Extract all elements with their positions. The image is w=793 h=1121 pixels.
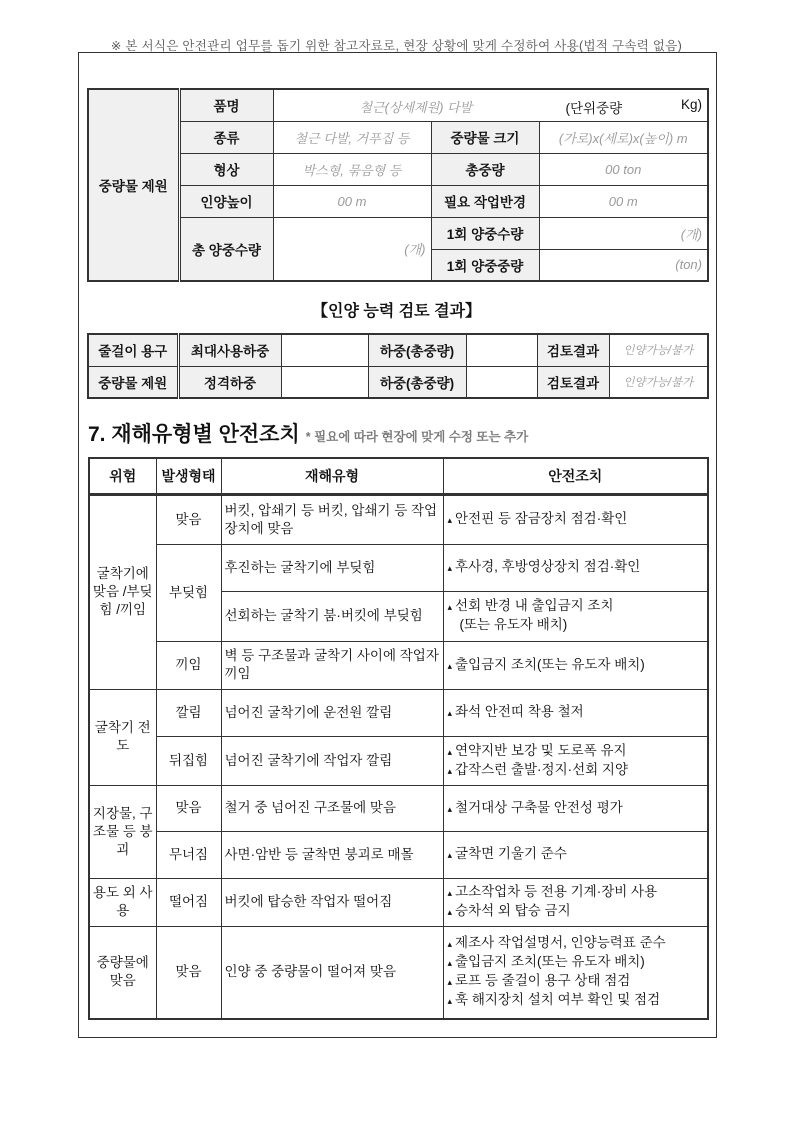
shape-field[interactable]: 박스형, 묶음형 등 — [273, 153, 431, 185]
form-cell: 무너짐 — [156, 831, 221, 878]
result-field[interactable]: 인양가능/불가 — [609, 366, 708, 398]
accident-type-cell: 벽 등 구조물과 굴착기 사이에 작업자 끼임 — [221, 641, 443, 689]
hazard-cell: 굴착기에 맞음 /부딪힘 /끼임 — [89, 494, 156, 689]
size-label: 중량물 크기 — [431, 121, 539, 153]
safety-measures-table — [88, 457, 709, 1020]
table-row — [89, 878, 708, 926]
form-cell: 깔림 — [156, 689, 221, 736]
unit-weight-label: (단위중량 — [565, 101, 623, 116]
table-row — [89, 736, 708, 785]
measure-item: ▴ 출입금지 조치(또는 유도자 배치) — [444, 953, 708, 972]
result-label: 검토결과 — [537, 334, 609, 366]
review-title: 【인양 능력 검토 결과】 — [312, 303, 481, 320]
measure-item: ▴ 철거대상 구축물 안전성 평가 — [444, 799, 708, 818]
measure-item: ▴ 출입금지 조치(또는 유도자 배치) — [444, 656, 708, 675]
total-count-label: 총 양중수량 — [179, 217, 273, 281]
measures-cell — [443, 831, 708, 878]
total-weight-field[interactable]: 00 ton — [539, 153, 708, 185]
measures-cell — [443, 878, 708, 926]
measure-item: ▴ 후사경, 후방영상장치 점검·확인 — [444, 558, 708, 577]
load-label: 정격하중 — [178, 366, 281, 398]
total-field[interactable] — [466, 334, 537, 366]
section-7-heading — [88, 418, 528, 448]
review-table — [87, 333, 709, 399]
size-field[interactable]: (가로)x(세로)x(높이) m — [539, 121, 708, 153]
result-label: 검토결과 — [537, 366, 609, 398]
measures-cell — [443, 736, 708, 785]
review-row — [88, 366, 708, 398]
accident-type-cell: 철거 중 넘어진 구조물에 맞음 — [221, 785, 443, 831]
accident-type-cell: 인양 중 중량물이 떨어져 맞음 — [221, 926, 443, 1019]
measure-item: ▴ 굴착면 기울기 준수 — [444, 845, 708, 864]
measures-cell — [443, 926, 708, 1019]
total-label: 하중(총중량) — [368, 334, 466, 366]
radius-label: 필요 작업반경 — [431, 185, 539, 217]
unit-kg: Kg) — [680, 97, 702, 112]
measure-item: ▴ 고소작업차 등 전용 기계·장비 사용 — [444, 883, 708, 902]
result-field[interactable]: 인양가능/불가 — [609, 334, 708, 366]
review-group: 줄걸이 용구 — [88, 334, 178, 366]
header-hazard: 위험 — [89, 458, 156, 494]
load-spec-table — [87, 88, 709, 282]
total-field[interactable] — [466, 366, 537, 398]
measures-cell — [443, 544, 708, 591]
form-cell: 뒤집힘 — [156, 736, 221, 785]
measure-item: (또는 유도자 배치) — [459, 617, 568, 632]
review-row — [88, 334, 708, 366]
accident-type-cell: 버킷에 탑승한 작업자 떨어짐 — [221, 878, 443, 926]
accident-type-cell: 사면·암반 등 굴착면 붕괴로 매몰 — [221, 831, 443, 878]
section-7-subtitle: * 필요에 따라 현장에 맞게 수정 또는 추가 — [305, 430, 529, 444]
name-value: 철근(상세제원) 다발 — [359, 100, 473, 115]
measure-item: ▴ 제조사 작업설명서, 인양능력표 준수 — [444, 934, 708, 953]
table-header — [89, 458, 708, 494]
measure-item: ▴ 로프 등 줄걸이 용구 상태 점검 — [444, 972, 708, 991]
form-cell: 맞음 — [156, 494, 221, 544]
table-row — [89, 689, 708, 736]
table-row — [89, 544, 708, 591]
header-type: 재해유형 — [221, 458, 443, 494]
form-cell: 부딪힘 — [156, 544, 221, 641]
name-label: 품명 — [179, 89, 273, 121]
hazard-cell: 용도 외 사용 — [89, 878, 156, 926]
load-field[interactable] — [281, 366, 368, 398]
total-weight-label: 총중량 — [431, 153, 539, 185]
header-form: 발생형태 — [156, 458, 221, 494]
accident-type-cell: 넘어진 굴착기에 작업자 깔림 — [221, 736, 443, 785]
radius-field[interactable]: 00 m — [539, 185, 708, 217]
table-row — [89, 785, 708, 831]
form-cell: 맞음 — [156, 926, 221, 1019]
load-label: 최대사용하중 — [178, 334, 281, 366]
measure-item: ▴ 선회 반경 내 출입금지 조치 — [444, 597, 708, 616]
accident-type-cell: 후진하는 굴착기에 부딪힘 — [221, 544, 443, 591]
measures-cell — [443, 785, 708, 831]
measure-item: ▴ 갑작스런 출발·정지·선회 지양 — [444, 761, 708, 780]
hazard-cell: 중량물에 맞음 — [89, 926, 156, 1019]
measure-item: ▴ 승차석 외 탑승 금지 — [444, 902, 708, 921]
header-measures: 안전조치 — [443, 458, 708, 494]
measures-cell — [443, 494, 708, 544]
review-group: 중량물 제원 — [88, 366, 178, 398]
form-cell: 맞음 — [156, 785, 221, 831]
type-field[interactable]: 철근 다발, 거푸집 등 — [273, 121, 431, 153]
load-field[interactable] — [281, 334, 368, 366]
accident-type-cell: 버킷, 압쇄기 등 버킷, 압쇄기 등 작업장치에 맞음 — [221, 494, 443, 544]
measures-cell — [443, 641, 708, 689]
hazard-cell: 굴착기 전도 — [89, 689, 156, 785]
accident-type-cell: 넘어진 굴착기에 운전원 깔림 — [221, 689, 443, 736]
measure-item: ▴ 안전핀 등 잠금장치 점검·확인 — [444, 510, 708, 529]
measure-item: ▴ 좌석 안전띠 착용 철저 — [444, 703, 708, 722]
total-label: 하중(총중량) — [368, 366, 466, 398]
per-count-label: 1회 양중수량 — [431, 217, 539, 249]
measures-cell — [443, 591, 708, 641]
spec-group-label: 중량물 제원 — [88, 89, 179, 281]
height-label: 인양높이 — [179, 185, 273, 217]
table-row — [89, 831, 708, 878]
hazard-cell: 지장물, 구조물 등 붕괴 — [89, 785, 156, 878]
name-field[interactable] — [273, 89, 708, 121]
total-count-field[interactable]: (개) — [273, 217, 431, 281]
disclaimer-note: ※ 본 서식은 안전관리 업무를 돕기 위한 참고자료로, 현장 상황에 맞게 수정하여 사용(법적 구속력 없음) — [110, 39, 683, 53]
form-cell: 떨어짐 — [156, 878, 221, 926]
per-count-field[interactable]: (개) — [539, 217, 708, 249]
section-7-title: 7. 재해유형별 안전조치 — [88, 423, 300, 446]
table-row — [89, 494, 708, 544]
table-row — [89, 926, 708, 1019]
measures-cell — [443, 689, 708, 736]
per-weight-field[interactable]: (ton) — [539, 249, 708, 281]
table-row — [89, 641, 708, 689]
measure-item: ▴ 훅 해지장치 설치 여부 확인 및 점검 — [444, 991, 708, 1010]
per-weight-label: 1회 양중중량 — [431, 249, 539, 281]
measure-item: ▴ 연약지반 보강 및 도로폭 유지 — [444, 742, 708, 761]
form-cell: 끼임 — [156, 641, 221, 689]
type-label: 종류 — [179, 121, 273, 153]
accident-type-cell: 선회하는 굴착기 붐·버킷에 부딪힘 — [221, 591, 443, 641]
height-field[interactable]: 00 m — [273, 185, 431, 217]
shape-label: 형상 — [179, 153, 273, 185]
